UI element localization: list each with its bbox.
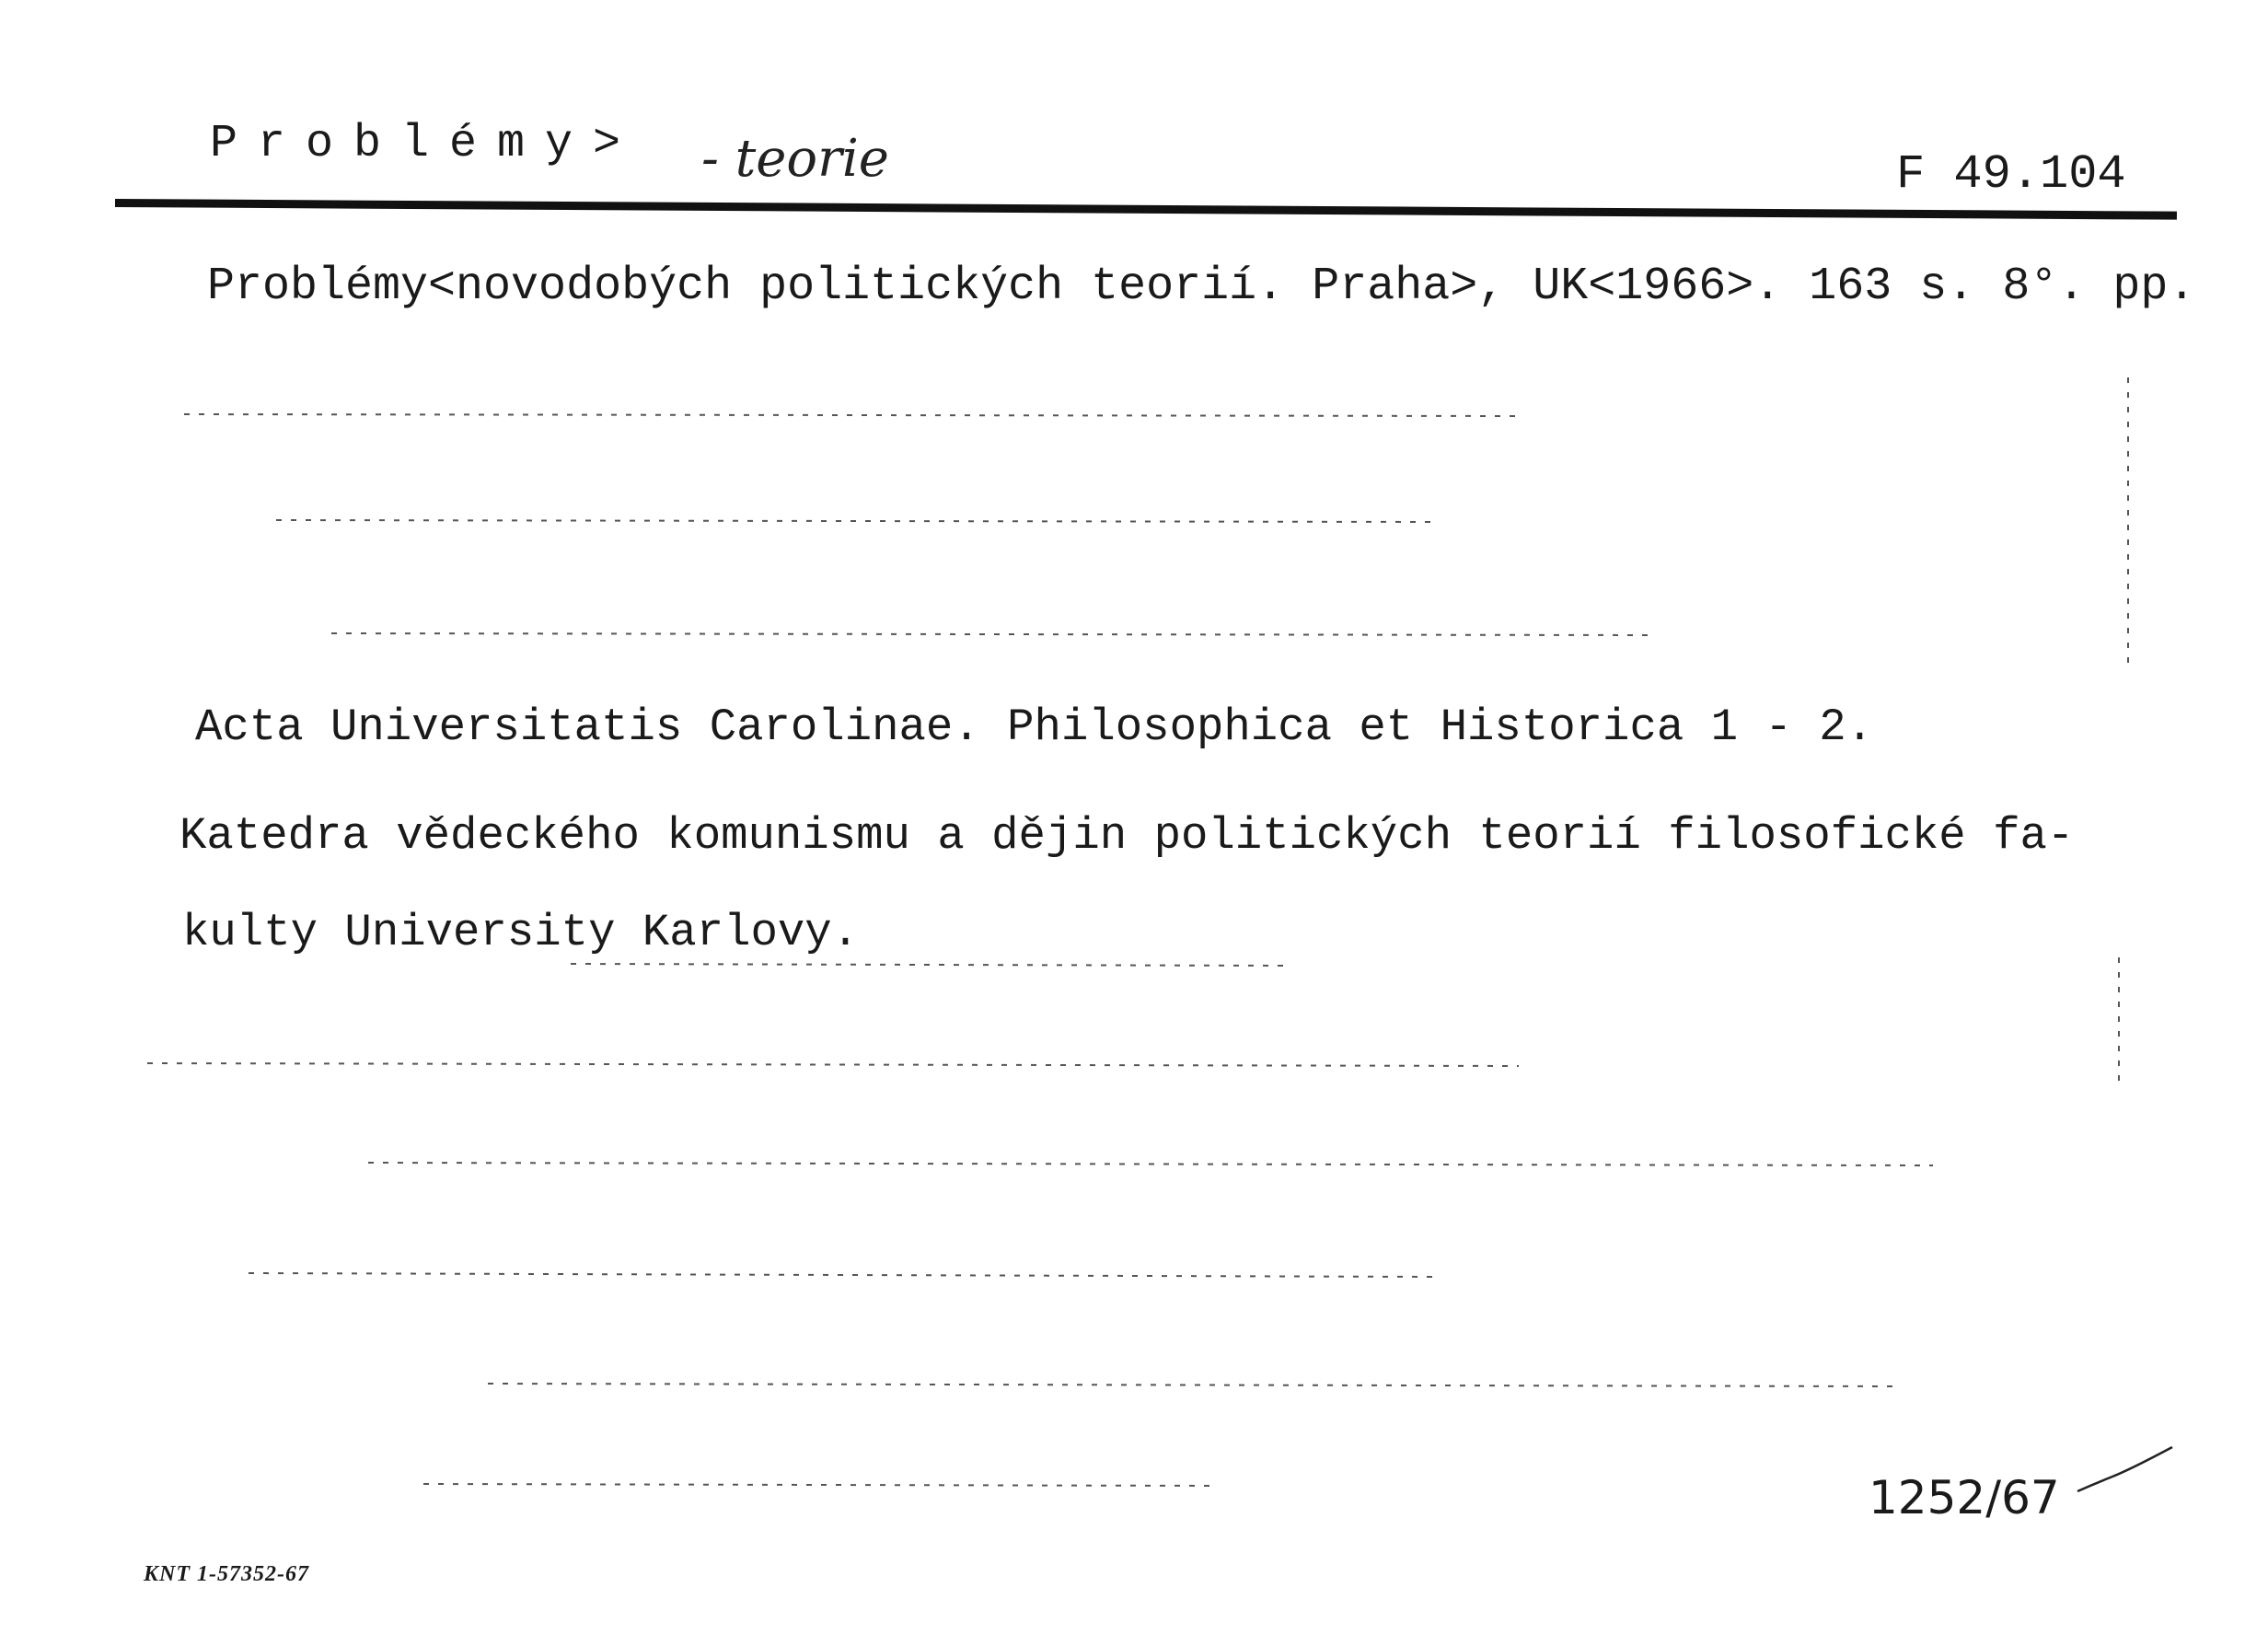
note-line-2: kulty University Karlovy. [182,907,860,958]
printer-code: KNT 1-57352-67 [144,1562,309,1586]
title-entry: Problémy<novodobých politických teorií. Praha>, UK<1966>. 163 s. 8°. pp. [207,261,2196,313]
handwritten-annotation: - teorie [701,129,889,189]
series-statement: Acta Universitatis Carolinae. Philosophica et Historica 1 - 2. [195,701,1874,753]
shelfmark: F 49.104 [1896,147,2126,202]
card-heading: Problémy> [210,118,642,170]
checkmark-icon [2076,1443,2177,1508]
accession-number: 1252/67 [1869,1471,2060,1524]
note-line-1: Katedra vědeckého komunismu a dějin politických teorií filosofické fa- [179,810,2075,862]
